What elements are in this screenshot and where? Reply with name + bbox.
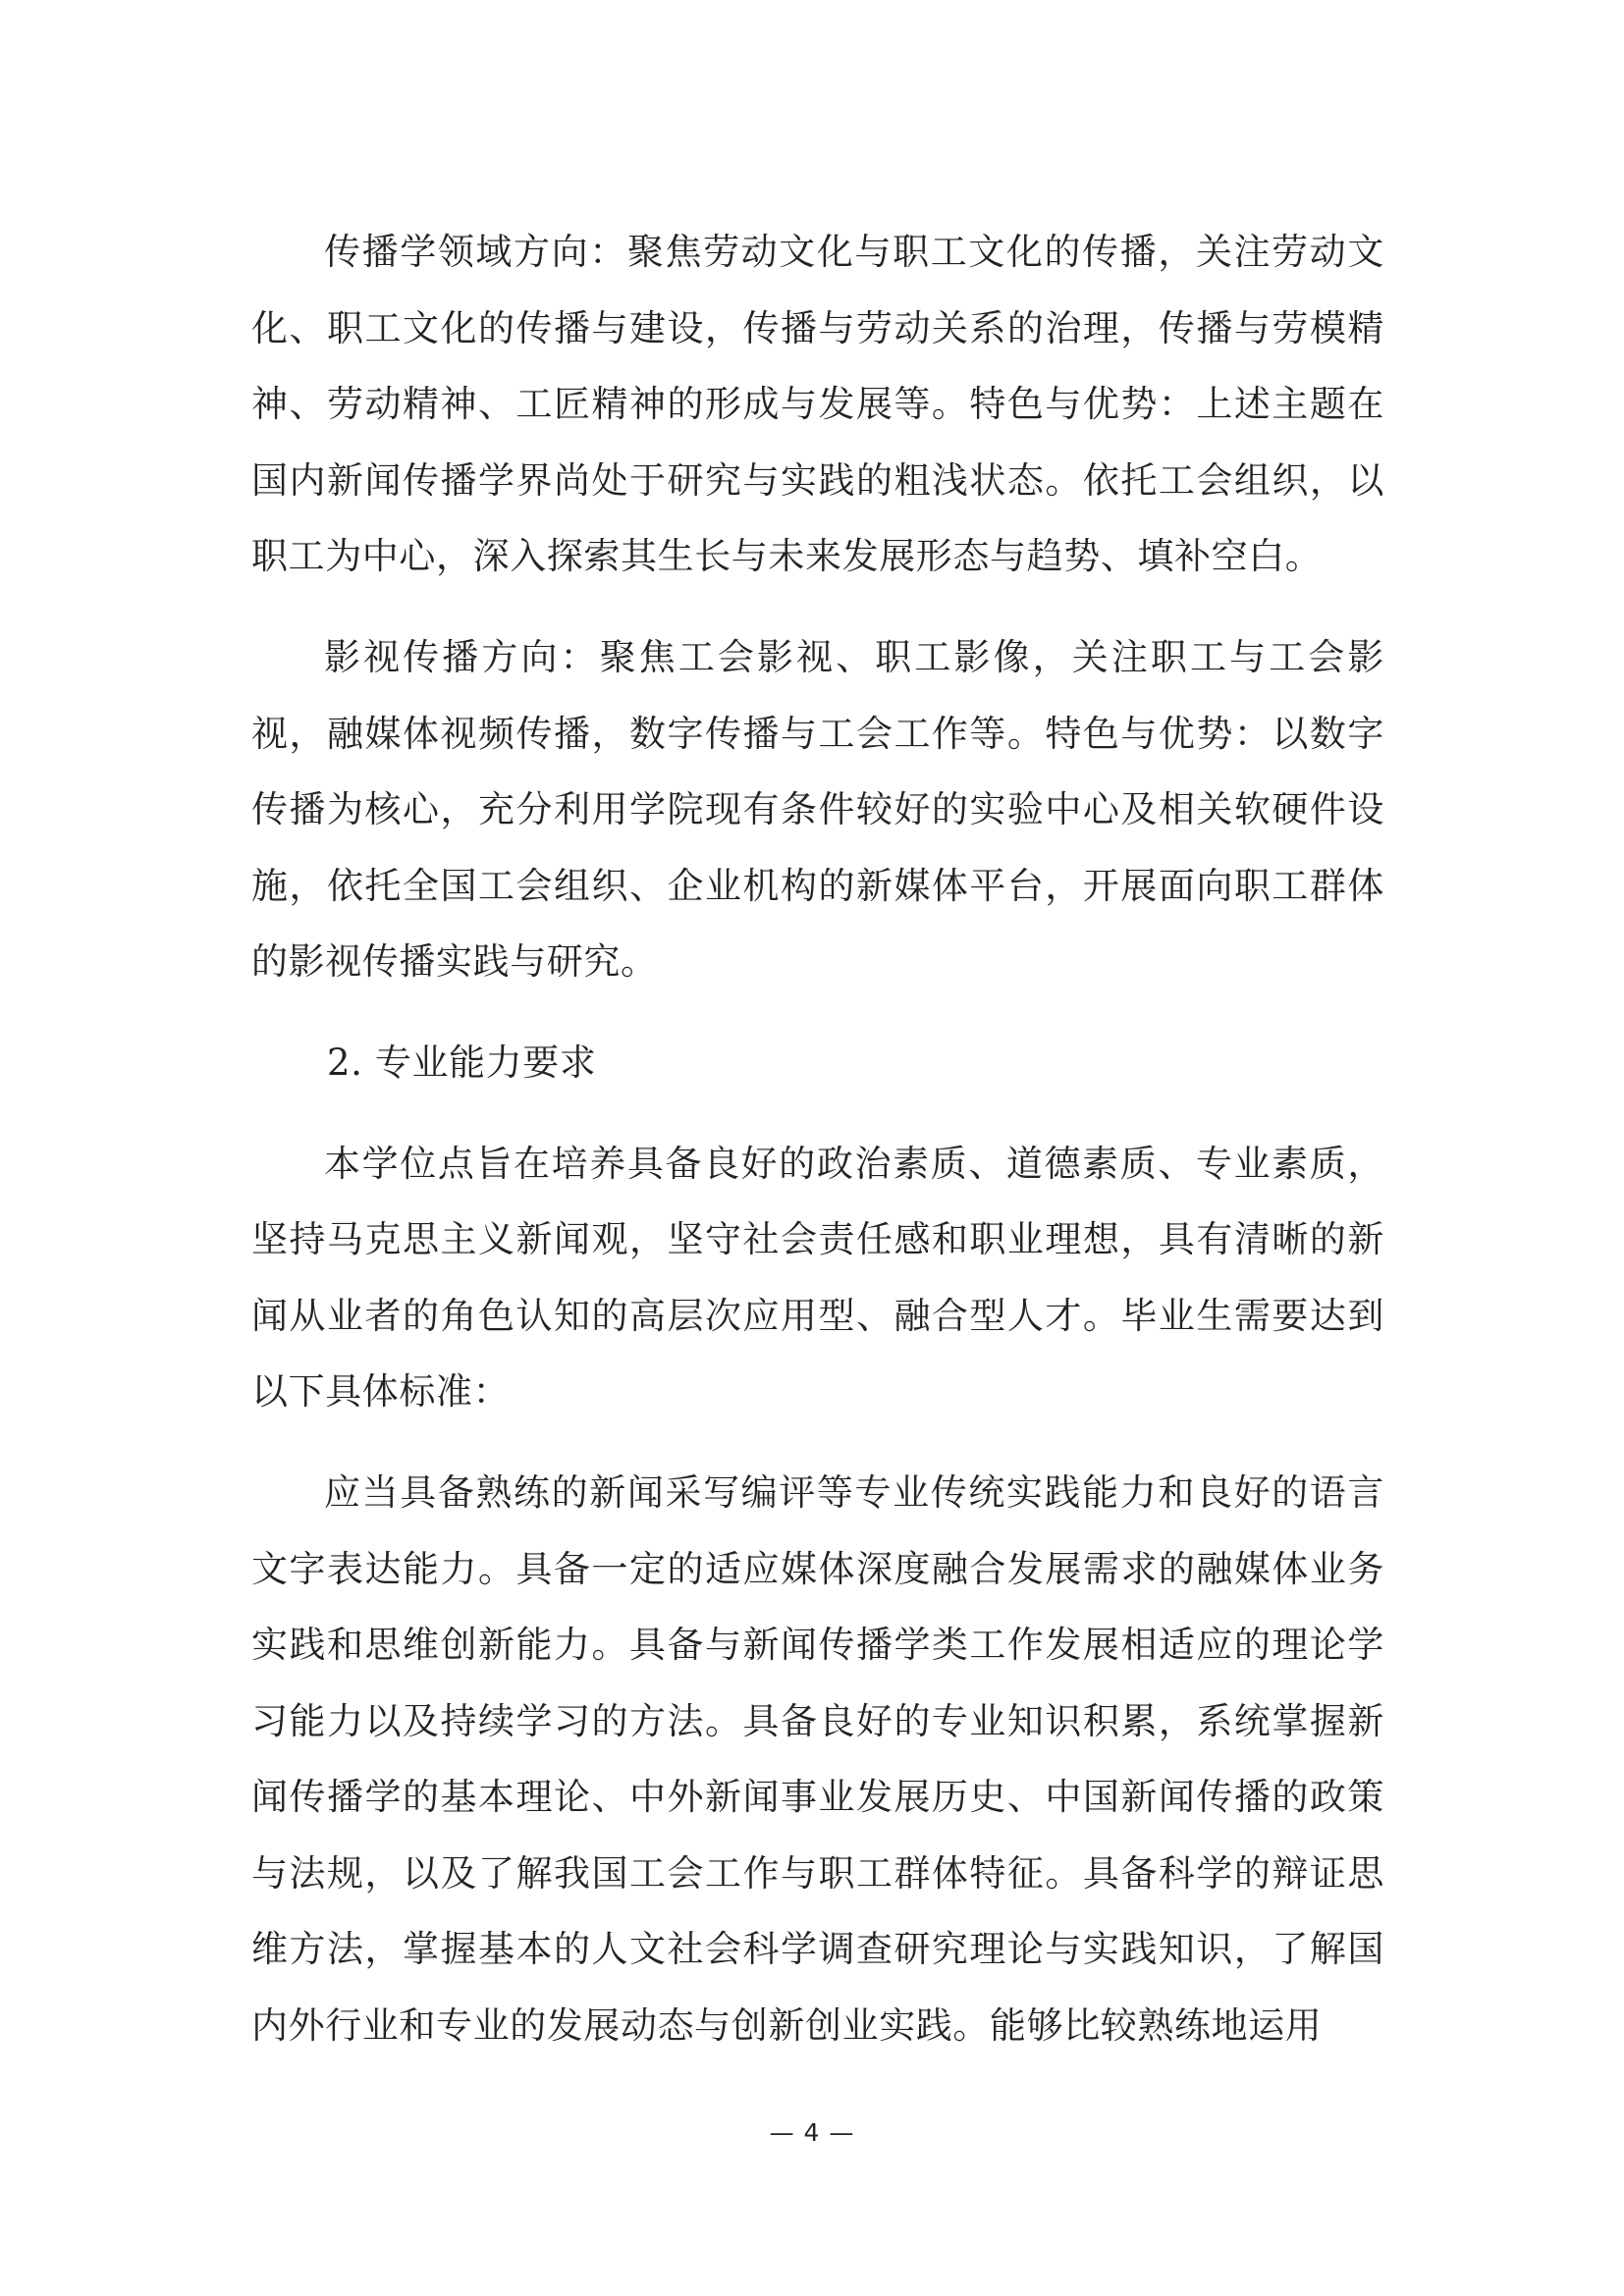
paragraph-communication-direction: 传播学领域方向：聚焦劳动文化与职工文化的传播，关注劳动文化、职工文化的传播与建设，传播与劳动关系的治理，传播与劳模精神、劳动精神、工匠精神的形成与发展等。特色与优势：上述主题在国内新闻传播学界尚处于研究与实践的粗浅状态。依托工会组织，以职工为中心，深入探索其生长与未来发展形态与趋势、填补空白。 (251, 231, 1384, 578)
paragraph-film-direction: 影视传播方向：聚焦工会影视、职工影像，关注职工与工会影视，融媒体视频传播，数字传播与工会工作等。特色与优势：以数字传播为核心，充分利用学院现有条件较好的实验中心及相关软硬件设施，依托全国工会组织、企业机构的新媒体平台，开展面向职工群体的影视传播实践与研究。 (251, 635, 1384, 984)
paragraph-spacer (251, 1000, 1384, 1025)
paragraph-spacer (251, 1101, 1384, 1126)
paragraph-spacer (251, 1430, 1384, 1455)
paragraph-training-goal: 本学位点旨在培养具备良好的政治素质、道德素质、专业素质，坚持马克思主义新闻观，坚守社会责任感和职业理想，具有清晰的新闻从业者的角色认知的高层次应用型、融合型人才。毕业生需要达到以下具体标准： (251, 1142, 1384, 1414)
paragraph-ability-standards: 应当具备熟练的新闻采写编评等专业传统实践能力和良好的语言文字表达能力。具备一定的适应媒体深度融合发展需求的融媒体业务实践和思维创新能力。具备与新闻传播学类工作发展相适应的理论学习能力以及持续学习的方法。具备良好的专业知识积累，系统掌握新闻传播学的基本理论、中外新闻事业发展历史、中国新闻传播的政策与法规，以及了解我国工会工作与职工群体特征。具备科学的辩证思维方法，掌握基本的人文社会科学调查研究理论与实践知识，了解国内外行业和专业的发展动态与创新创业实践。能够比较熟练地运用 (251, 1470, 1384, 2048)
paragraph-spacer (251, 595, 1384, 619)
page-body (251, 214, 1384, 2064)
page-number: — 4 — (769, 2118, 855, 2147)
section-heading: 2. 专业能力要求 (327, 1041, 597, 1084)
